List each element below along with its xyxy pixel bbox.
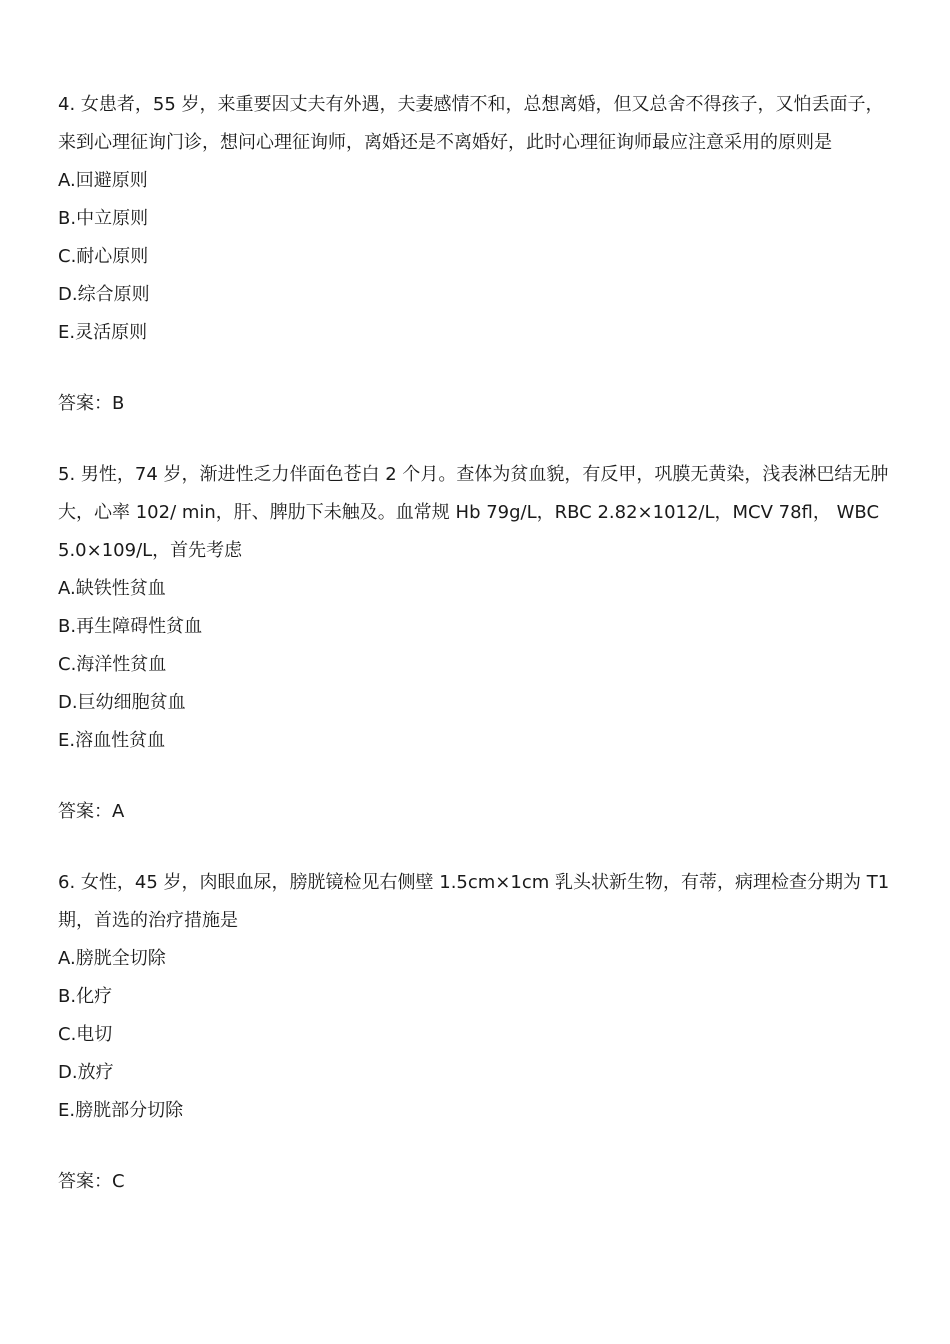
question-spacer xyxy=(58,831,893,864)
question-stem: 5. 男性，74 岁，渐进性乏力伴面色苍白 2 个月。查体为贫血貌，有反甲，巩膜无黄染，浅表淋巴结无肿大，心率 102/ min，肝、脾肋下未触及。血常规 Hb 79g/L，RBC 2.82×1012/L，MCV 78fl， WBC 5.0×109/L，首先考虑 xyxy=(58,464,889,561)
option-a: A.缺铁性贫血 xyxy=(58,578,166,599)
answer-line: 答案：C xyxy=(58,1171,125,1192)
option-e: E.灵活原则 xyxy=(58,322,148,343)
option-c: C.耐心原则 xyxy=(58,246,149,267)
option-d: D.综合原则 xyxy=(58,284,150,305)
question-4 xyxy=(58,86,893,423)
question-spacer xyxy=(58,423,893,456)
option-c: C.海洋性贫血 xyxy=(58,654,167,675)
exam-page xyxy=(58,86,893,1201)
option-c: C.电切 xyxy=(58,1024,113,1045)
answer-line: 答案：B xyxy=(58,393,125,414)
option-b: B.化疗 xyxy=(58,986,113,1007)
option-b: B.中立原则 xyxy=(58,208,149,229)
question-6 xyxy=(58,864,893,1201)
option-d: D.放疗 xyxy=(58,1062,114,1083)
option-d: D.巨幼细胞贫血 xyxy=(58,692,186,713)
option-b: B.再生障碍性贫血 xyxy=(58,616,203,637)
option-a: A.回避原则 xyxy=(58,170,148,191)
question-stem: 6. 女性，45 岁，肉眼血尿，膀胱镜检见右侧壁 1.5cm×1cm 乳头状新生物，有蒂，病理检查分期为 T1 期，首选的治疗措施是 xyxy=(58,872,890,931)
answer-line: 答案：A xyxy=(58,801,125,822)
option-e: E.膀胱部分切除 xyxy=(58,1100,184,1121)
option-a: A.膀胱全切除 xyxy=(58,948,166,969)
question-stem: 4. 女患者，55 岁，来重要因丈夫有外遇，夫妻感情不和，总想离婚，但又总舍不得孩子，又怕丢面子，来到心理征询门诊，想问心理征询师，离婚还是不离婚好，此时心理征询师最应注意采用的原则是 xyxy=(58,94,884,153)
question-5 xyxy=(58,456,893,831)
option-e: E.溶血性贫血 xyxy=(58,730,166,751)
